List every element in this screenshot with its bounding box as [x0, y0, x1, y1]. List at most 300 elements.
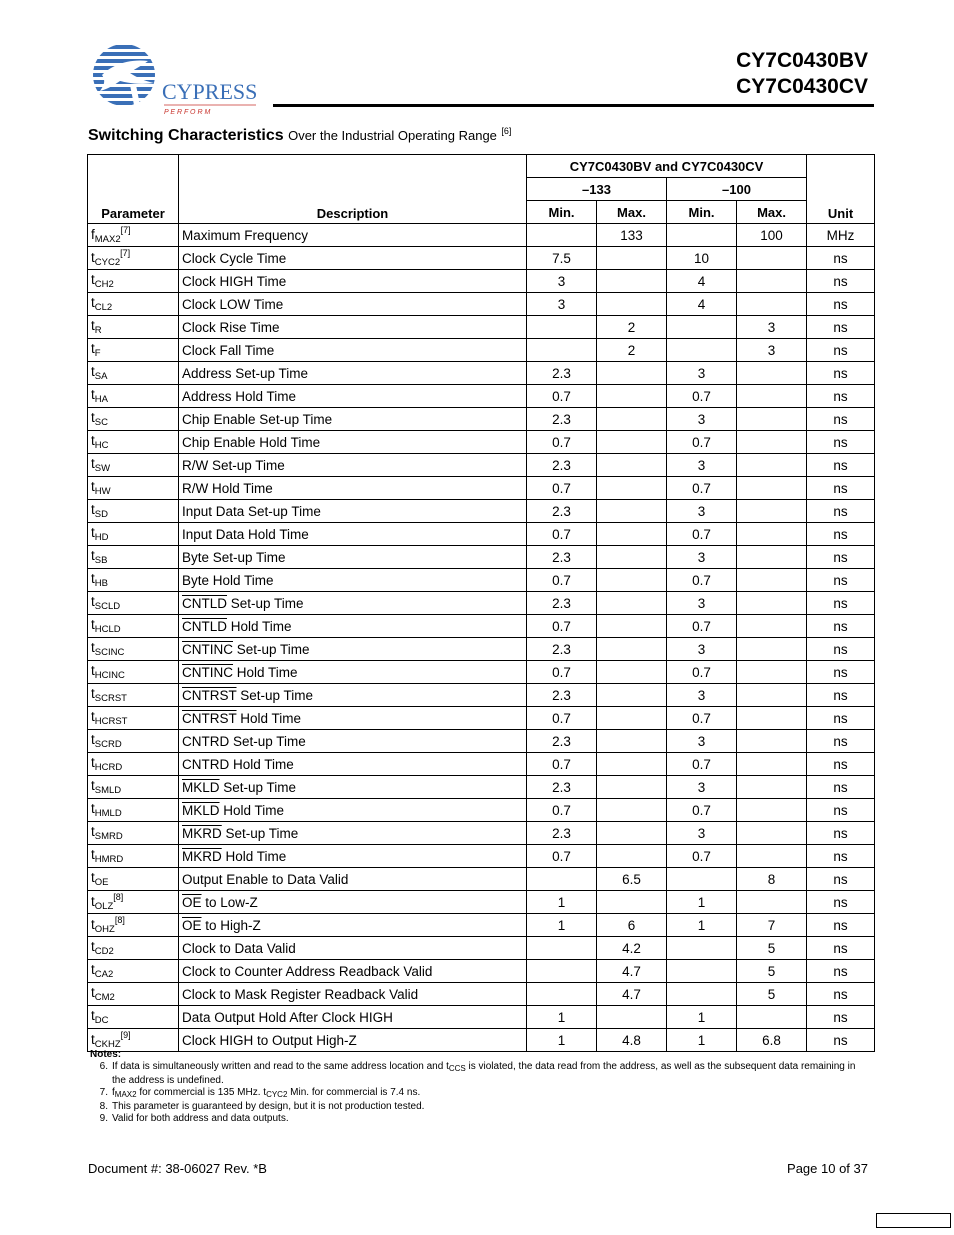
value-cell-a-min: 3	[527, 293, 597, 316]
value-cell-b-max	[737, 293, 807, 316]
unit-cell: ns	[807, 431, 875, 454]
note-subscript: CCS	[448, 1064, 466, 1073]
parameter-cell	[88, 454, 179, 477]
description-cell	[179, 822, 527, 845]
value-cell-b-max	[737, 707, 807, 730]
parameter-symbol: t	[91, 479, 95, 494]
value-cell-b-min: 0.7	[667, 845, 737, 868]
parameter-cell	[88, 799, 179, 822]
parameter-subscript: HCRST	[94, 716, 128, 727]
value-cell-b-max	[737, 684, 807, 707]
parameter-symbol: t	[91, 250, 95, 265]
unit-cell: ns	[807, 799, 875, 822]
description-text: Address Hold Time	[182, 388, 297, 404]
note-7	[90, 1087, 870, 1101]
unit-cell: ns	[807, 339, 875, 362]
table-row	[88, 500, 875, 523]
parameter-symbol: t	[91, 962, 95, 977]
description-text: Clock to Data Valid	[182, 940, 296, 956]
parameter-cell	[88, 569, 179, 592]
value-cell-a-max	[597, 523, 667, 546]
parameter-subscript: HC	[94, 440, 109, 451]
parameter-symbol: t	[91, 594, 95, 609]
globe-icon	[84, 45, 174, 105]
value-cell-a-min: 0.7	[527, 385, 597, 408]
parameter-subscript: HD	[94, 532, 109, 543]
value-cell-b-max	[737, 408, 807, 431]
parameter-subscript: HCINC	[94, 670, 125, 681]
parameter-cell	[88, 914, 179, 937]
parameter-subscript: SCRD	[94, 739, 122, 750]
value-cell-b-max	[737, 362, 807, 385]
header-parameter: Parameter	[88, 155, 179, 224]
unit-cell: ns	[807, 983, 875, 1006]
value-cell-a-max	[597, 730, 667, 753]
parameter-cell	[88, 316, 179, 339]
description-text: to Low-Z	[201, 894, 258, 910]
parameter-cell	[88, 868, 179, 891]
description-cell	[179, 270, 527, 293]
table-row	[88, 684, 875, 707]
unit-cell: ns	[807, 776, 875, 799]
description-cell	[179, 592, 527, 615]
value-cell-b-min: 3	[667, 684, 737, 707]
parameter-cell	[88, 638, 179, 661]
value-cell-a-max	[597, 546, 667, 569]
parameter-cell	[88, 500, 179, 523]
parameter-symbol: t	[91, 295, 95, 310]
value-cell-b-max: 5	[737, 937, 807, 960]
value-cell-b-max	[737, 385, 807, 408]
table-row	[88, 408, 875, 431]
unit-cell: ns	[807, 937, 875, 960]
parameter-symbol: t	[91, 502, 95, 517]
value-cell-a-max	[597, 385, 667, 408]
corner-box	[876, 1213, 951, 1228]
value-cell-a-max	[597, 684, 667, 707]
parameter-cell	[88, 983, 179, 1006]
unit-cell: ns	[807, 615, 875, 638]
description-text: Hold Time	[227, 618, 292, 634]
table-row	[88, 753, 875, 776]
table-row	[88, 730, 875, 753]
description-text: Maximum Frequency	[182, 227, 309, 243]
parameter-subscript: CYC2	[94, 257, 121, 268]
unit-cell: ns	[807, 661, 875, 684]
description-cell	[179, 707, 527, 730]
parameter-symbol: t	[91, 640, 95, 655]
unit-cell: ns	[807, 914, 875, 937]
description-text: R/W Hold Time	[182, 480, 273, 496]
header-unit: Unit	[807, 155, 875, 224]
description-cell	[179, 615, 527, 638]
value-cell-a-min: 2.3	[527, 546, 597, 569]
value-cell-b-max	[737, 845, 807, 868]
unit-cell: ns	[807, 730, 875, 753]
unit-cell: ns	[807, 270, 875, 293]
description-text: Byte Hold Time	[182, 572, 274, 588]
description-text: Hold Time	[221, 848, 287, 864]
table-row	[88, 569, 875, 592]
parameter-cell	[88, 707, 179, 730]
value-cell-b-max	[737, 500, 807, 523]
parameter-cell	[88, 385, 179, 408]
description-cell	[179, 431, 527, 454]
table-row	[88, 799, 875, 822]
description-cell	[179, 937, 527, 960]
description-text: Clock Fall Time	[182, 342, 275, 358]
value-cell-b-max: 6.8	[737, 1029, 807, 1052]
note-text: for commercial is 135 MHz. t	[136, 1087, 267, 1098]
value-cell-a-min: 1	[527, 891, 597, 914]
description-signal: MKRD	[182, 825, 222, 841]
table-row	[88, 431, 875, 454]
table-row	[88, 615, 875, 638]
parameter-subscript: CA2	[94, 969, 114, 980]
header-speed-100: –100	[667, 178, 807, 201]
value-cell-a-min: 0.7	[527, 569, 597, 592]
parameter-subscript: HW	[94, 486, 111, 497]
parameter-cell	[88, 891, 179, 914]
description-signal: CNTRST	[182, 687, 237, 703]
parameter-cell	[88, 339, 179, 362]
value-cell-b-min: 0.7	[667, 477, 737, 500]
parameter-note-ref: [7]	[120, 225, 131, 235]
table-row	[88, 339, 875, 362]
description-signal: CNTINC	[182, 664, 233, 680]
value-cell-b-min: 3	[667, 408, 737, 431]
value-cell-b-max: 100	[737, 224, 807, 247]
value-cell-a-min: 1	[527, 1006, 597, 1029]
parameter-subscript: OE	[94, 877, 109, 888]
value-cell-b-min	[667, 960, 737, 983]
value-cell-a-max: 6.5	[597, 868, 667, 891]
part-number-title	[736, 48, 868, 100]
value-cell-b-min: 3	[667, 776, 737, 799]
value-cell-a-min: 2.3	[527, 822, 597, 845]
description-cell	[179, 293, 527, 316]
value-cell-a-min: 2.3	[527, 500, 597, 523]
value-cell-b-min: 3	[667, 592, 737, 615]
parameter-subscript: HB	[94, 578, 108, 589]
value-cell-a-min: 3	[527, 270, 597, 293]
value-cell-a-min: 0.7	[527, 845, 597, 868]
value-cell-b-min: 1	[667, 914, 737, 937]
parameter-subscript: CH2	[94, 279, 114, 290]
value-cell-a-max	[597, 408, 667, 431]
value-cell-b-max	[737, 454, 807, 477]
description-cell	[179, 983, 527, 1006]
table-row	[88, 822, 875, 845]
value-cell-b-max	[737, 799, 807, 822]
header-speed-133: –133	[527, 178, 667, 201]
table-row	[88, 891, 875, 914]
value-cell-b-min: 1	[667, 1006, 737, 1029]
value-cell-a-max: 133	[597, 224, 667, 247]
parameter-cell	[88, 845, 179, 868]
description-signal: $\overline{OE}$	[182, 894, 202, 910]
description-cell	[179, 845, 527, 868]
parameter-symbol: t	[91, 778, 95, 793]
table-row	[88, 454, 875, 477]
value-cell-b-min: 0.7	[667, 523, 737, 546]
parameter-cell	[88, 523, 179, 546]
value-cell-a-max	[597, 431, 667, 454]
value-cell-a-max: 4.7	[597, 960, 667, 983]
description-text: Hold Time	[236, 710, 302, 726]
description-text: Set-up Time	[236, 687, 314, 703]
value-cell-a-min: 1	[527, 914, 597, 937]
value-cell-a-max	[597, 454, 667, 477]
note-number: 7.	[99, 1087, 108, 1098]
value-cell-a-min	[527, 339, 597, 362]
value-cell-b-min: 4	[667, 293, 737, 316]
description-text: Clock to Mask Register Readback Valid	[182, 986, 419, 1002]
parameter-symbol: t	[91, 985, 95, 1000]
value-cell-b-min: 0.7	[667, 431, 737, 454]
section-heading	[88, 126, 511, 145]
value-cell-b-max: 8	[737, 868, 807, 891]
notes-title: Notes:	[90, 1049, 122, 1060]
parameter-subscript: SD	[94, 509, 108, 520]
description-cell	[179, 247, 527, 270]
value-cell-a-min: 2.3	[527, 362, 597, 385]
parameter-subscript: SCLD	[94, 601, 121, 612]
parameter-symbol: t	[91, 894, 95, 909]
value-cell-a-max: 4.8	[597, 1029, 667, 1052]
description-text: Input Data Hold Time	[182, 526, 309, 542]
description-text: Chip Enable Hold Time	[182, 434, 321, 450]
note-subscript: CYC2	[266, 1090, 288, 1099]
description-cell	[179, 638, 527, 661]
description-text: Clock HIGH Time	[182, 273, 287, 289]
description-signal: MKLD	[182, 802, 220, 818]
value-cell-b-min: 0.7	[667, 385, 737, 408]
parameter-subscript: F	[94, 348, 101, 359]
value-cell-a-min: 7.5	[527, 247, 597, 270]
value-cell-b-min: 3	[667, 454, 737, 477]
value-cell-a-max	[597, 592, 667, 615]
value-cell-a-min: 0.7	[527, 431, 597, 454]
value-cell-a-max: 4.7	[597, 983, 667, 1006]
unit-cell: ns	[807, 477, 875, 500]
parameter-note-ref: [8]	[113, 892, 124, 902]
value-cell-a-max	[597, 638, 667, 661]
description-text: Set-up Time	[221, 825, 299, 841]
parameter-symbol: t	[91, 571, 95, 586]
value-cell-b-min: 0.7	[667, 661, 737, 684]
parameter-note-ref: [9]	[120, 1030, 131, 1040]
parameter-symbol: t	[91, 617, 95, 632]
table-row	[88, 776, 875, 799]
parameter-subscript: SMLD	[94, 785, 122, 796]
description-text: Set-up Time	[227, 595, 304, 611]
value-cell-b-min: 3	[667, 822, 737, 845]
value-cell-b-min: 0.7	[667, 799, 737, 822]
unit-cell: ns	[807, 408, 875, 431]
description-text: Byte Set-up Time	[182, 549, 286, 565]
value-cell-a-min: 2.3	[527, 592, 597, 615]
header-min: Min.	[527, 201, 597, 224]
value-cell-b-max	[737, 638, 807, 661]
parameter-cell	[88, 960, 179, 983]
parameter-cell	[88, 730, 179, 753]
header-min: Min.	[667, 201, 737, 224]
value-cell-b-max	[737, 615, 807, 638]
parameter-symbol: t	[91, 847, 95, 862]
unit-cell: ns	[807, 500, 875, 523]
value-cell-a-min	[527, 983, 597, 1006]
description-text: Output Enable to Data Valid	[182, 871, 349, 887]
description-text: Hold Time	[233, 664, 298, 680]
unit-cell: ns	[807, 293, 875, 316]
value-cell-a-max	[597, 569, 667, 592]
value-cell-b-max	[737, 753, 807, 776]
description-text: Clock Cycle Time	[182, 250, 287, 266]
parameter-subscript: HA	[94, 394, 108, 405]
value-cell-b-max: 3	[737, 339, 807, 362]
parameter-symbol: t	[91, 824, 95, 839]
unit-cell: ns	[807, 247, 875, 270]
value-cell-b-min: 10	[667, 247, 737, 270]
parameter-subscript: SB	[94, 555, 108, 566]
value-cell-a-max	[597, 500, 667, 523]
description-signal: MKRD	[182, 848, 222, 864]
description-text: Address Set-up Time	[182, 365, 309, 381]
value-cell-a-max	[597, 615, 667, 638]
value-cell-b-min	[667, 983, 737, 1006]
table-row	[88, 385, 875, 408]
parameter-symbol: t	[91, 387, 95, 402]
value-cell-b-min	[667, 868, 737, 891]
note-6	[90, 1061, 870, 1087]
parameter-symbol: t	[91, 410, 95, 425]
description-signal: MKLD	[182, 779, 220, 795]
value-cell-b-max	[737, 891, 807, 914]
value-cell-a-min	[527, 960, 597, 983]
description-text: to High-Z	[201, 917, 261, 933]
description-cell	[179, 523, 527, 546]
value-cell-b-min: 0.7	[667, 753, 737, 776]
value-cell-b-max	[737, 569, 807, 592]
description-cell	[179, 891, 527, 914]
table-row	[88, 638, 875, 661]
table-row	[88, 270, 875, 293]
parameter-subscript: CM2	[94, 992, 115, 1003]
parameter-subscript: HCLD	[94, 624, 121, 635]
note-text: is violated, the data read from the address, as well as the subsequent data remaining in the address is undefined.	[112, 1061, 856, 1086]
value-cell-b-min: 3	[667, 546, 737, 569]
header-description: Description	[179, 155, 527, 224]
value-cell-a-min: 0.7	[527, 615, 597, 638]
parameter-symbol: t	[91, 341, 95, 356]
value-cell-a-max	[597, 822, 667, 845]
description-signal: CNTLD	[182, 618, 228, 634]
value-cell-b-max: 3	[737, 316, 807, 339]
unit-cell: ns	[807, 868, 875, 891]
parameter-cell	[88, 661, 179, 684]
parameter-symbol: t	[91, 525, 95, 540]
unit-cell: ns	[807, 316, 875, 339]
section-title: Switching Characteristics	[88, 127, 284, 144]
value-cell-a-min: 1	[527, 1029, 597, 1052]
value-cell-a-max	[597, 477, 667, 500]
value-cell-a-max	[597, 891, 667, 914]
unit-cell: ns	[807, 1029, 875, 1052]
table-body	[88, 224, 875, 1052]
document-number: Document #: 38-06027 Rev. *B	[88, 1161, 267, 1176]
value-cell-a-max	[597, 362, 667, 385]
value-cell-a-min: 0.7	[527, 799, 597, 822]
value-cell-a-max	[597, 753, 667, 776]
value-cell-b-max: 5	[737, 983, 807, 1006]
table-row	[88, 546, 875, 569]
value-cell-a-min	[527, 868, 597, 891]
description-cell	[179, 546, 527, 569]
value-cell-b-min: 0.7	[667, 707, 737, 730]
parameter-cell	[88, 408, 179, 431]
parameter-note-ref: [8]	[114, 915, 125, 925]
value-cell-a-max	[597, 293, 667, 316]
unit-cell: ns	[807, 638, 875, 661]
value-cell-a-max: 6	[597, 914, 667, 937]
parameter-subscript: OHZ	[94, 924, 115, 935]
value-cell-b-max: 5	[737, 960, 807, 983]
unit-cell: ns	[807, 592, 875, 615]
value-cell-b-min: 1	[667, 1029, 737, 1052]
unit-cell: ns	[807, 753, 875, 776]
parameter-symbol: t	[91, 870, 95, 885]
parameter-subscript: SA	[94, 371, 108, 382]
description-cell	[179, 224, 527, 247]
value-cell-b-max	[737, 431, 807, 454]
description-cell	[179, 753, 527, 776]
table-row	[88, 362, 875, 385]
unit-cell: ns	[807, 684, 875, 707]
parameter-cell	[88, 822, 179, 845]
description-cell	[179, 500, 527, 523]
unit-cell: ns	[807, 362, 875, 385]
description-cell	[179, 730, 527, 753]
parameter-symbol: t	[91, 318, 95, 333]
value-cell-a-min	[527, 937, 597, 960]
parameter-subscript: CKHZ	[94, 1039, 121, 1050]
value-cell-b-max	[737, 1006, 807, 1029]
note-text: Min. for commercial is 7.4 ns.	[287, 1087, 421, 1098]
value-cell-a-min: 0.7	[527, 753, 597, 776]
value-cell-b-max	[737, 546, 807, 569]
description-text: Clock to Counter Address Readback Valid	[182, 963, 433, 979]
page-number: Page 10 of 37	[787, 1161, 868, 1176]
parameter-subscript: MAX2	[94, 234, 121, 245]
table-row	[88, 1006, 875, 1029]
value-cell-a-max	[597, 707, 667, 730]
parameter-symbol: t	[91, 456, 95, 471]
note-9	[90, 1113, 870, 1125]
parameter-symbol: t	[91, 686, 95, 701]
table-row	[88, 868, 875, 891]
parameter-cell	[88, 362, 179, 385]
table-row	[88, 707, 875, 730]
value-cell-a-min: 2.3	[527, 730, 597, 753]
value-cell-a-min: 2.3	[527, 638, 597, 661]
parameter-subscript: OLZ	[94, 901, 114, 912]
value-cell-b-min: 1	[667, 891, 737, 914]
value-cell-b-min: 0.7	[667, 615, 737, 638]
table-row	[88, 224, 875, 247]
parameter-note-ref: [7]	[120, 248, 131, 258]
parameter-cell	[88, 270, 179, 293]
